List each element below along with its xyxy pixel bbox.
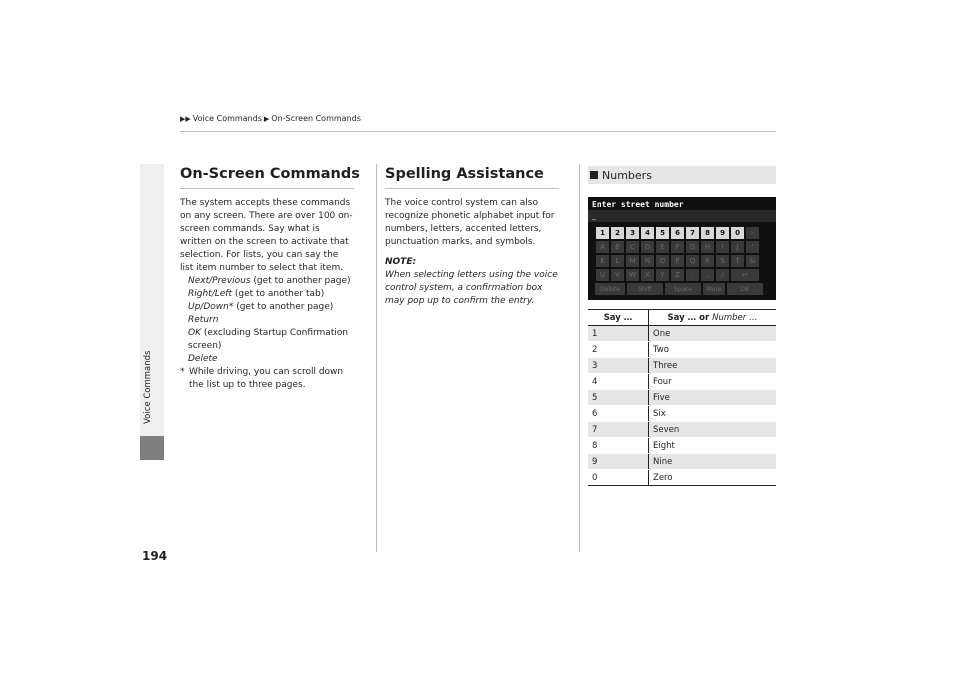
numbers-section-header: [588, 166, 776, 184]
note-text: When selecting letters using the voice control system, a confirmation box may pop up to confirm the entry.: [385, 270, 558, 306]
keyboard-key: 1: [596, 227, 609, 239]
command-item: [180, 288, 354, 301]
table-cell-word: Zero: [649, 470, 777, 486]
column-divider: [376, 164, 377, 552]
keyboard-key: .: [686, 269, 699, 281]
title-rule: [385, 188, 559, 189]
keyboard-key: ': [746, 241, 759, 253]
table-cell-number: 0: [588, 470, 649, 486]
breadcrumb-arrow-icon: ▶: [263, 114, 270, 123]
keyboard-key: A: [596, 241, 609, 253]
keyboard-key: B: [611, 241, 624, 253]
paragraph: The system accepts these commands on any screen. There are over 100 on-screen commands. Say what is written on the screen to activate that selection. For lists, you can say the list item number to select that item.: [180, 198, 353, 273]
keyboard-key: ,: [701, 269, 714, 281]
keyboard-bottom-row: [595, 283, 763, 295]
paragraph: The voice control system can also recognize phonetic alphabet input for numbers, letters, accented letters, punctuation marks, and symbols.: [385, 198, 555, 247]
table-cell-number: 8: [588, 438, 649, 454]
keyboard-key: 7: [686, 227, 699, 239]
keyboard-function-key: More: [703, 283, 725, 295]
command-name: OK: [188, 328, 201, 338]
table-cell-number: 4: [588, 374, 649, 390]
keyboard-key: &: [746, 255, 759, 267]
footnote-text: While driving, you can scroll down the list up to three pages.: [189, 367, 344, 390]
keyboard-key: 9: [716, 227, 729, 239]
keyboard-key: X: [641, 269, 654, 281]
keyboard-key: M: [626, 255, 639, 267]
numbers-table: [588, 310, 776, 486]
table-cell-number: 1: [588, 326, 649, 342]
column-divider: [579, 164, 580, 552]
keyboard-function-key: Delete: [595, 283, 625, 295]
screen-keyboard: [596, 227, 763, 295]
keyboard-key: -: [746, 227, 759, 239]
keyboard-key: W: [626, 269, 639, 281]
breadcrumb-item[interactable]: On-Screen Commands: [271, 114, 361, 123]
keyboard-key: 2: [611, 227, 624, 239]
table-header-say: Say …: [588, 310, 649, 326]
table-row: [588, 406, 776, 422]
keyboard-row: [596, 255, 763, 267]
note-label: NOTE:: [385, 257, 417, 267]
command-name: Return: [188, 315, 219, 325]
command-item: [180, 301, 354, 314]
table-header-say-or-number: [649, 310, 777, 326]
keyboard-key: K: [596, 255, 609, 267]
page-number: 194: [142, 549, 168, 563]
keyboard-key: E: [656, 241, 669, 253]
footnote: [180, 366, 354, 392]
table-cell-word: Five: [649, 390, 777, 406]
table-cell-word: Seven: [649, 422, 777, 438]
table-row: [588, 422, 776, 438]
command-item: [180, 353, 354, 366]
square-bullet-icon: [590, 171, 598, 179]
screen-title: Enter street number: [592, 200, 684, 209]
keyboard-key: Q: [686, 255, 699, 267]
keyboard-key: T: [731, 255, 744, 267]
keyboard-key: 5: [656, 227, 669, 239]
keyboard-key: P: [671, 255, 684, 267]
keyboard-row: [596, 269, 763, 281]
keyboard-row: [596, 227, 763, 239]
keyboard-key: ↵: [731, 269, 759, 281]
command-name: Next/Previous: [188, 276, 251, 286]
table-cell-word: One: [649, 326, 777, 342]
keyboard-row: [596, 241, 763, 253]
table-cell-number: 2: [588, 342, 649, 358]
command-item: [180, 275, 354, 288]
command-name: Right/Left: [188, 289, 232, 299]
table-cell-number: 9: [588, 454, 649, 470]
keyboard-function-key: OK: [727, 283, 763, 295]
numbers-section-title: Numbers: [602, 168, 652, 182]
table-row: [588, 470, 776, 486]
keyboard-key: Y: [656, 269, 669, 281]
table-cell-word: Two: [649, 342, 777, 358]
side-tab-marker: [140, 436, 164, 460]
keyboard-function-key: Space: [665, 283, 701, 295]
command-list: [180, 275, 354, 366]
keyboard-key: O: [656, 255, 669, 267]
command-item: [180, 314, 354, 327]
table-header-say-or: Say … or: [667, 312, 713, 323]
keyboard-key: U: [596, 269, 609, 281]
table-row: [588, 374, 776, 390]
section-title: On-Screen Commands: [180, 166, 360, 182]
keyboard-key: Z: [671, 269, 684, 281]
table-row: [588, 342, 776, 358]
command-item: [180, 327, 354, 353]
keyboard-key: C: [626, 241, 639, 253]
screen-input-field: [588, 210, 776, 222]
keyboard-key: H: [701, 241, 714, 253]
command-description: (excluding Startup Confirmation screen): [188, 328, 349, 351]
header-rule: [180, 131, 776, 132]
command-description: (get to another tab): [231, 289, 325, 299]
title-rule: [180, 188, 354, 189]
keyboard-key: R: [701, 255, 714, 267]
breadcrumb-item[interactable]: Voice Commands: [192, 114, 262, 123]
table-cell-word: Eight: [649, 438, 777, 454]
keyboard-key: F: [671, 241, 684, 253]
footnote-mark: *: [180, 367, 185, 377]
command-description: (get to another page): [250, 276, 351, 286]
table-row: [588, 438, 776, 454]
table-cell-number: 3: [588, 358, 649, 374]
keyboard-key: D: [641, 241, 654, 253]
command-description: * (get to another page): [228, 302, 334, 312]
table-header-number: Number …: [712, 312, 758, 323]
keyboard-key: J: [731, 241, 744, 253]
keyboard-key: 6: [671, 227, 684, 239]
keyboard-key: G: [686, 241, 699, 253]
breadcrumb: [180, 114, 361, 123]
middle-column: [385, 166, 559, 308]
section-title: Spelling Assistance: [385, 166, 544, 182]
keyboard-key: /: [716, 269, 729, 281]
keyboard-key: N: [641, 255, 654, 267]
screen-cursor: _: [592, 211, 596, 220]
keyboard-key: I: [716, 241, 729, 253]
table-cell-word: Four: [649, 374, 777, 390]
keyboard-key: S: [716, 255, 729, 267]
keyboard-key: 3: [626, 227, 639, 239]
keyboard-function-key: Shift: [627, 283, 663, 295]
command-name: Up/Down: [188, 302, 229, 312]
table-cell-word: Three: [649, 358, 777, 374]
left-column: [180, 166, 360, 392]
table-row: [588, 326, 776, 342]
table-cell-number: 6: [588, 406, 649, 422]
side-tab-label: Voice Commands: [143, 350, 153, 424]
command-name: Delete: [188, 354, 218, 364]
keyboard-key: V: [611, 269, 624, 281]
table-row: [588, 454, 776, 470]
table-row: [588, 390, 776, 406]
table-cell-word: Six: [649, 406, 777, 422]
breadcrumb-arrow-icon: ▶▶: [180, 114, 191, 123]
keyboard-screen-image: [588, 197, 776, 300]
table-cell-number: 7: [588, 422, 649, 438]
keyboard-key: 0: [731, 227, 744, 239]
keyboard-key: 8: [701, 227, 714, 239]
table-row: [588, 358, 776, 374]
keyboard-key: 4: [641, 227, 654, 239]
table-cell-number: 5: [588, 390, 649, 406]
table-cell-word: Nine: [649, 454, 777, 470]
keyboard-key: L: [611, 255, 624, 267]
